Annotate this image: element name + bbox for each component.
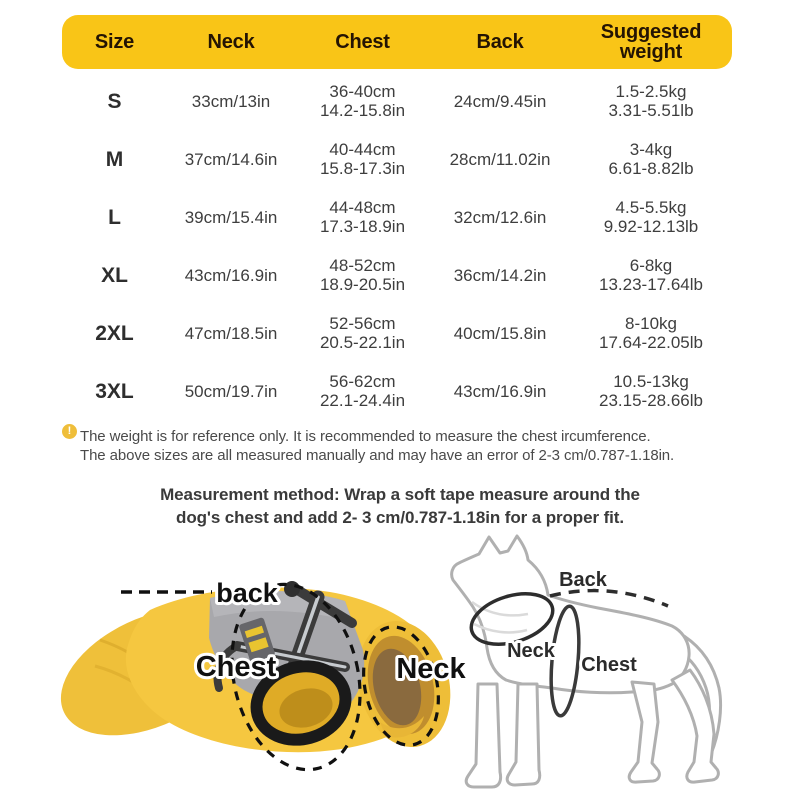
chest-cell	[295, 314, 430, 352]
chest-cm: 40-44cm	[329, 140, 396, 159]
dog-back-label: Back	[559, 569, 607, 591]
table-header-bar	[62, 15, 732, 69]
chest-cm: 36-40cm	[329, 82, 396, 101]
jacket-back-label: back	[216, 578, 278, 608]
table-row	[62, 130, 732, 188]
back-cell: 43cm/16.9in	[453, 381, 547, 401]
weight-kg: 3-4kg	[629, 140, 673, 159]
weight-cell	[570, 82, 732, 120]
chest-cell	[295, 256, 430, 294]
method-line-1: Measurement method: Wrap a soft tape measure around the	[160, 485, 640, 504]
dog-chest-label: Chest	[581, 654, 637, 676]
neck-cell: 33cm/13in	[191, 91, 271, 111]
neck-cell: 37cm/14.6in	[184, 149, 278, 169]
chest-in: 22.1-24.4in	[319, 391, 406, 410]
weight-lb: 3.31-5.51lb	[608, 101, 694, 120]
chest-cm: 44-48cm	[329, 198, 396, 217]
warning-icon: !	[62, 424, 77, 439]
chest-in: 20.5-22.1in	[319, 333, 406, 352]
weight-cell	[570, 314, 732, 352]
neck-cell: 43cm/16.9in	[184, 265, 278, 285]
weight-lb: 13.23-17.64lb	[599, 275, 703, 294]
weight-kg: 8-10kg	[625, 314, 677, 333]
size-cell: M	[105, 147, 124, 171]
note-text	[80, 427, 728, 465]
back-cell: 40cm/15.8in	[453, 323, 547, 343]
neck-cell: 47cm/18.5in	[184, 323, 278, 343]
header-size: Size	[94, 30, 135, 53]
dog-hind-leg-far	[629, 682, 659, 782]
neck-cell: 50cm/19.7in	[184, 381, 278, 401]
chest-cell	[295, 140, 430, 178]
weight-cell	[570, 372, 732, 410]
dog-neck-label: Neck	[507, 640, 555, 662]
size-chart-table	[62, 72, 732, 420]
back-cell: 32cm/12.6in	[453, 207, 547, 227]
weight-cell	[570, 140, 732, 178]
size-cell: L	[108, 205, 121, 229]
size-cell: 2XL	[95, 321, 134, 345]
weight-cell	[570, 198, 732, 236]
chest-in: 14.2-15.8in	[319, 101, 406, 120]
chest-cell	[295, 82, 430, 120]
size-cell: 3XL	[95, 379, 134, 403]
chest-cm: 52-56cm	[329, 314, 396, 333]
weight-lb: 23.15-28.66lb	[599, 391, 703, 410]
size-cell: XL	[101, 263, 128, 287]
weight-cell	[570, 256, 732, 294]
dog-front-leg-near	[466, 684, 500, 787]
size-cell: S	[107, 89, 122, 113]
header-back: Back	[476, 30, 524, 53]
dog-body	[452, 536, 689, 693]
dog-front-leg-far	[507, 684, 540, 785]
jacket-illustration	[58, 545, 470, 800]
table-row	[62, 188, 732, 246]
header-suggested-weight: Suggested weight	[600, 20, 702, 63]
chest-in: 18.9-20.5in	[319, 275, 406, 294]
chest-cm: 48-52cm	[329, 256, 396, 275]
weight-kg: 4.5-5.5kg	[615, 198, 687, 217]
note-line-2: The above sizes are all measured manually and may have an error of 2-3 cm/0.787-1.18in.	[80, 447, 675, 464]
jacket-chest-label: Chest	[195, 651, 277, 683]
weight-lb: 6.61-8.82lb	[608, 159, 694, 178]
chest-cm: 56-62cm	[329, 372, 396, 391]
weight-kg: 1.5-2.5kg	[615, 82, 687, 101]
back-cell: 28cm/11.02in	[449, 149, 551, 169]
table-row	[62, 246, 732, 304]
jacket-neck-label: Neck	[396, 653, 466, 685]
weight-kg: 10.5-13kg	[613, 372, 689, 391]
back-cell: 36cm/14.2in	[453, 265, 547, 285]
chest-in: 17.3-18.9in	[319, 217, 406, 236]
neck-cell: 39cm/15.4in	[184, 207, 278, 227]
table-row	[62, 304, 732, 362]
weight-lb: 9.92-12.13lb	[603, 217, 699, 236]
weight-lb: 17.64-22.05lb	[599, 333, 703, 352]
table-row	[62, 362, 732, 420]
table-row	[62, 72, 732, 130]
chest-cell	[295, 372, 430, 410]
measurement-method-text	[0, 483, 800, 529]
chest-cell	[295, 198, 430, 236]
weight-kg: 6-8kg	[629, 256, 673, 275]
note-line-1: The weight is for reference only. It is recommended to measure the chest ircumference.	[80, 428, 651, 445]
back-cell: 24cm/9.45in	[453, 91, 547, 111]
chest-in: 15.8-17.3in	[319, 159, 406, 178]
header-chest: Chest	[335, 30, 390, 53]
dog-outline-illustration	[438, 532, 800, 800]
method-line-2: dog's chest and add 2- 3 cm/0.787-1.18in for a proper fit.	[176, 508, 624, 527]
header-neck: Neck	[207, 30, 255, 53]
